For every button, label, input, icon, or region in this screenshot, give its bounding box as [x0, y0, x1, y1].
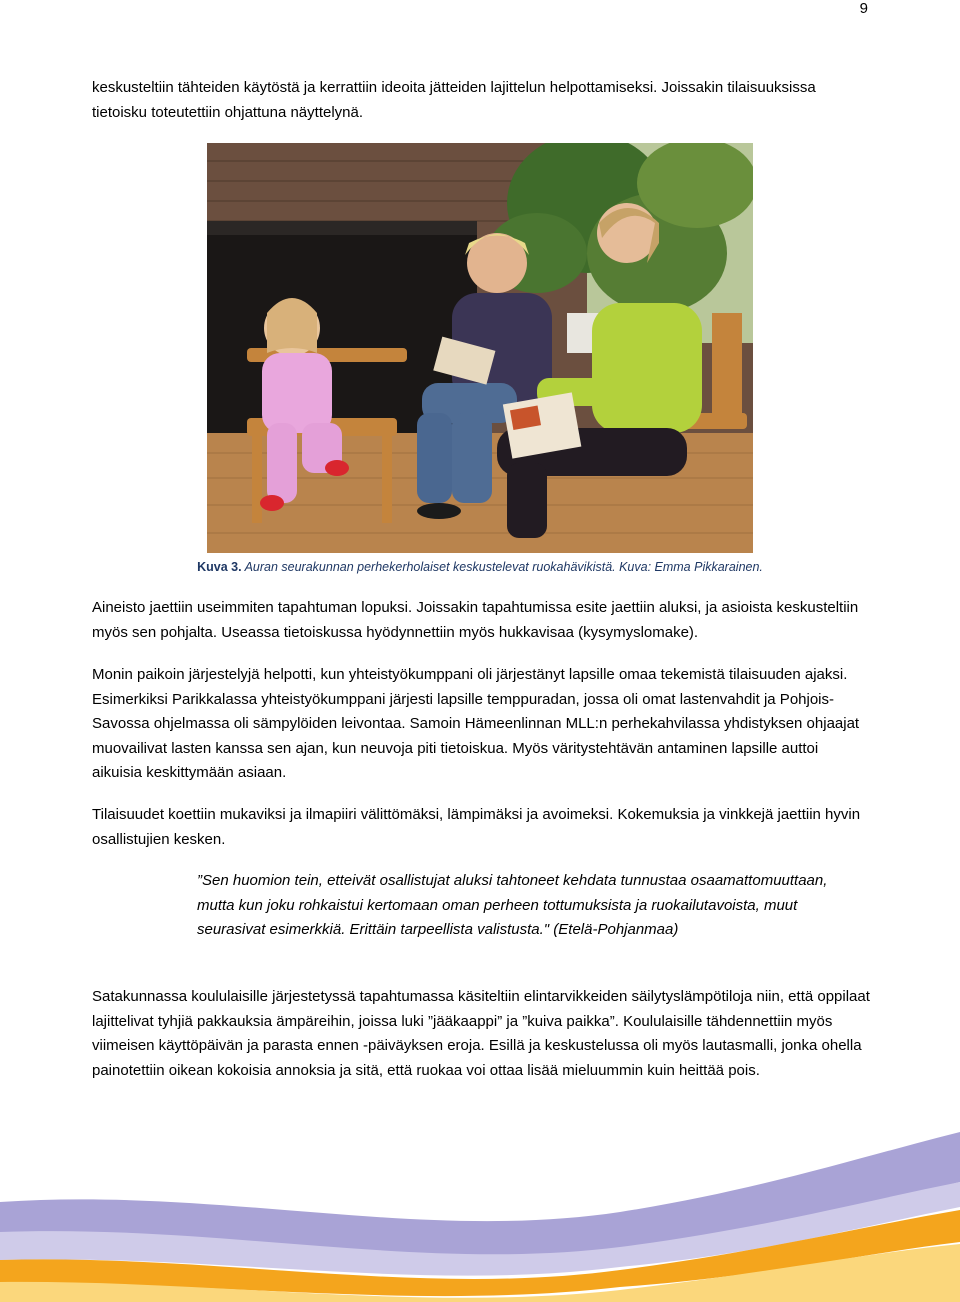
closing-paragraph: Satakunnassa koululaisille järjestetyssä tapahtumassa käsiteltiin elintarvikkeiden säilytyslämpötiloja niin, että oppilaat lajittelivat tyhjiä pakkauksia ämpäreihin, joissa luki ”jääkaappi” ja ”kuiva paikka”. Koululaisille tähdennettiin myös viimeisen käyttöpäivän ja parasta ennen -päiväyksen eroja. Esillä ja keskustelussa oli myös lautasmalli, jonka ohella painotettiin oikean kokoisia annoksia ja sitä, että ruokaa voi ottaa lisää mieluummin kuin heittää pois. — [92, 988, 870, 1079]
paragraph-2: Monin paikoin järjestelyjä helpotti, kun yhteistyökumppani oli järjestänyt lapsille omaa tekemistä tilaisuuden ajaksi. Esimerkiksi Parikkalassa yhteistyökumppani järjesti lapsille temppuradan, jossa oli omat lastenvahdit ja Pohjois-Savossa ohjelmassa oli sämpylöiden leivontaa. Samoin Hämeenlinnan MLL:n perhekahvilassa yhdistyksen ohjaajat muovailivat lasten kanssa sen ajan, kun neuvoja piti tietoiskua. Myös väritystehtävän antaminen lapsille auttoi aikuisia keskittymään asiaan. — [92, 666, 860, 782]
paragraph-3: Tilaisuudet koettiin mukaviksi ja ilmapiiri välittömäksi, lämpimäksi ja avoimeksi. Kokemuksia ja vinkkejä jaettiin hyvin osallistujien kesken. — [92, 806, 861, 848]
quote-block: ”Sen huomion tein, etteivät osallistujat aluksi tahtoneet kehdata tunnustaa osaamattomuuttaan, mutta kun joku rohkaistui kertomaan oman perheen tottumuksista ja ruokailutavoista, muut seurasivat esimerkkiä. Erittäin tarpeellista valistusta." (Etelä-Pohjanmaa) — [197, 872, 828, 939]
figure-caption — [0, 560, 960, 574]
photo-family-club — [207, 143, 753, 553]
paragraph-1: Aineisto jaettiin useimmiten tapahtuman lopuksi. Joissakin tapahtumissa esite jaettiin aluksi, ja asioista keskusteltiin myös sen pohjalta. Useassa tietoiskussa hyödynnettiin myös hukkavisaa (kysymyslomake). — [92, 599, 859, 641]
figure-label: Kuva 3. — [197, 560, 242, 574]
page-number: 9 — [859, 0, 868, 17]
intro-paragraph: keskusteltiin tähteiden käytöstä ja kerrattiin ideoita jätteiden lajittelun helpottamiseksi. Joissakin tilaisuuksissa tietoisku toteutettiin ohjattuna näyttelynä. — [92, 79, 816, 121]
figure-caption-text: Auran seurakunnan perhekerholaiset keskustelevat ruokahävikistä. Kuva: Emma Pikkarainen. — [244, 560, 763, 574]
footer-wave-decoration — [0, 1132, 960, 1302]
